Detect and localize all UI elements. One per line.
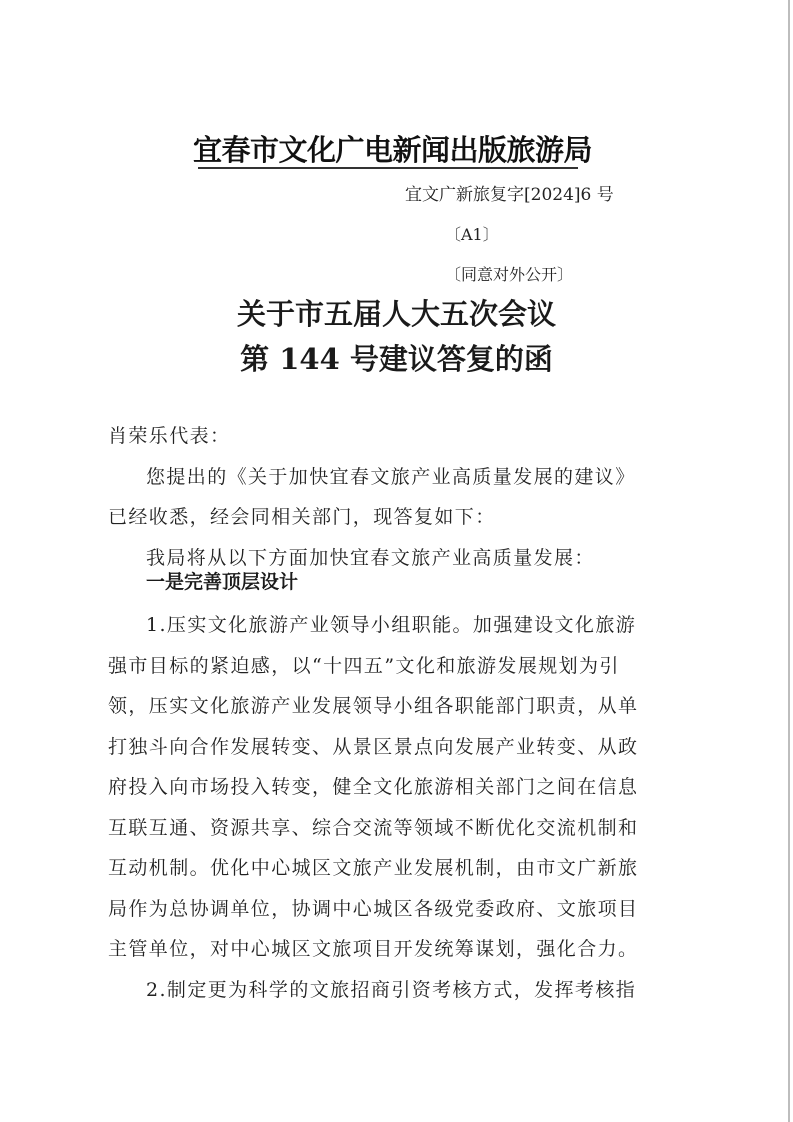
disclosure-status: 〔同意对外公开〕 — [445, 265, 574, 284]
item-2-first-line: 2.制定更为科学的文旅招商引资考核方式，发挥考核指 — [146, 978, 637, 1001]
paragraph-line: 局作为总协调单位，协调中心城区各级党委政府、文旅项目 — [108, 897, 639, 920]
paragraph-line: 府投入向市场投入转变，健全文化旅游相关部门之间在信息 — [108, 776, 639, 798]
document-level: 〔A1〕 — [445, 225, 499, 244]
salutation-block — [108, 416, 666, 578]
paragraph-line: 主管单位，对中心城区文旅项目开发统筹谋划，强化合力。 — [108, 938, 639, 960]
paragraph-line: 打独斗向合作发展转变、从景区景点向发展产业转变、从政 — [108, 735, 639, 758]
item-1-paragraph — [108, 605, 666, 1010]
document-number: 宜文广新旅复字[2024]6 号 — [405, 185, 614, 205]
agency-underline — [198, 167, 578, 169]
issuing-agency-title: 宜春市文化广电新闻出版旅游局 — [193, 133, 593, 167]
intro-line-1: 您提出的《关于加快宜春文旅产业高质量发展的建议》 — [146, 465, 636, 488]
letter-title-line-1: 关于市五届人大五次会议 — [236, 297, 556, 331]
page-edge-line — [788, 0, 790, 1122]
lead-sentence: 我局将从以下方面加快宜春文旅产业高质量发展： — [146, 546, 595, 569]
paragraph-line: 互动机制。优化中心城区文旅产业发展机制，由市文广新旅 — [108, 857, 639, 879]
paragraph-line: 强市目标的紧迫感，以“十四五”文化和旅游发展规划为引 — [108, 654, 620, 677]
salutation: 肖荣乐代表： — [108, 425, 231, 447]
letter-title-line-2: 第 144 号建议答复的函 — [240, 342, 553, 376]
paragraph-line: 领，压实文化旅游产业发展领导小组各职能部门职责，从单 — [108, 695, 639, 717]
section-heading-1: 一是完善顶层设计 — [146, 571, 299, 593]
paragraph-line: 1.压实文化旅游产业领导小组职能。加强建设文化旅游 — [146, 614, 637, 636]
paragraph-line: 互联互通、资源共享、综合交流等领域不断优化交流机制和 — [108, 816, 639, 839]
intro-line-2: 已经收悉，经会同相关部门，现答复如下： — [108, 506, 496, 528]
